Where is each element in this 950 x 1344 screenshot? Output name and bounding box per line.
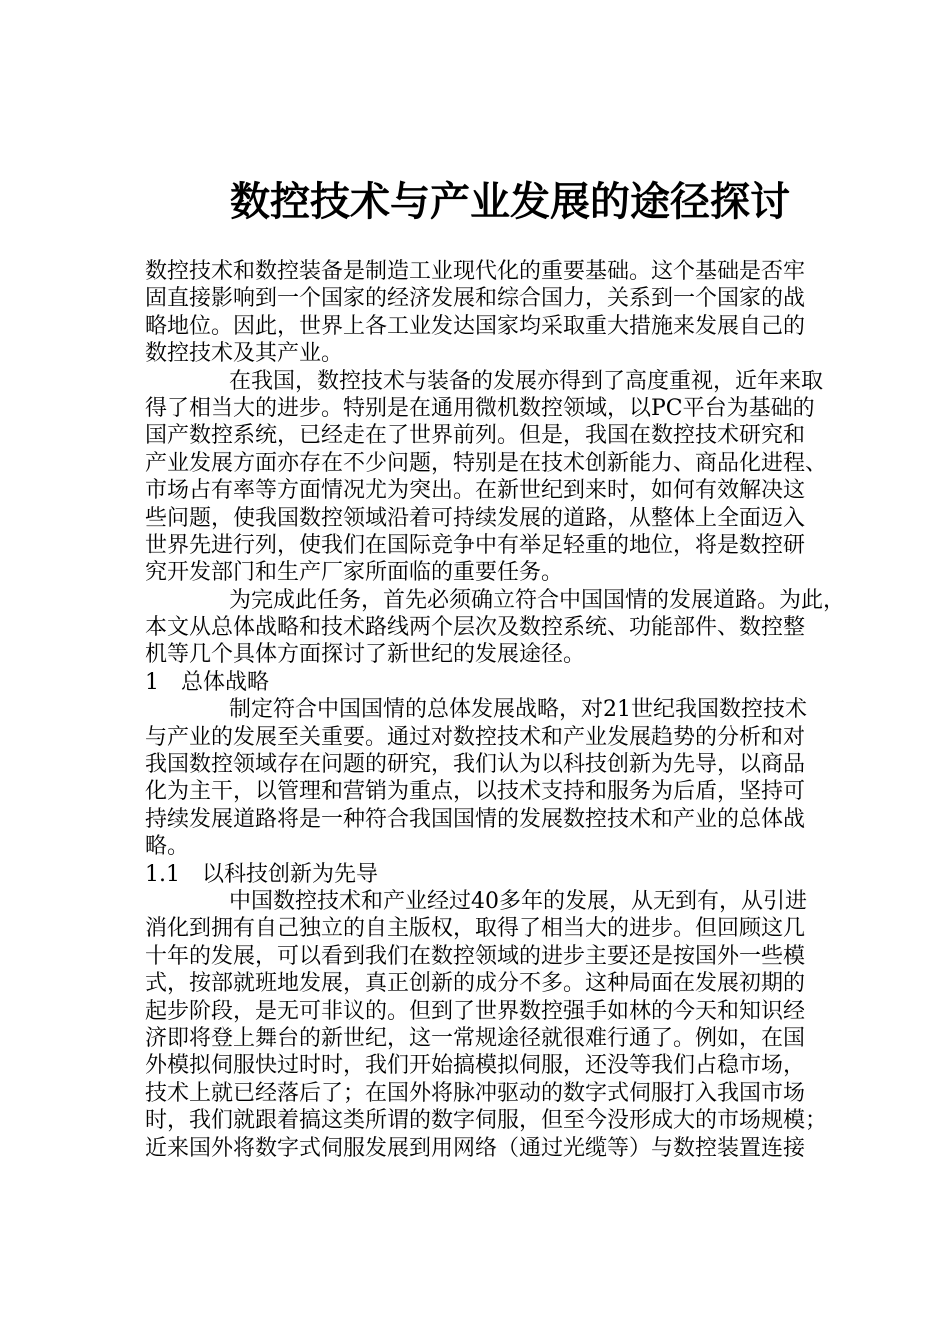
body-line: 数控技术和数控装备是制造工业现代化的重要基础。这个基础是否牢 xyxy=(145,259,806,284)
body-line: 与产业的发展至关重要。通过对数控技术和产业发展趋势的分析和对 xyxy=(145,724,806,750)
body-line: 中国数控技术和产业经过40多年的发展，从无到有，从引进 xyxy=(229,888,807,914)
body-line: 式，按部就班地发展，真正创新的成分不多。这种局面在发展初期的 xyxy=(145,971,806,997)
body-line: 世界先进行列，使我们在国际竞争中有举足轻重的地位，将是数控研 xyxy=(145,532,806,558)
body-line: 外模拟伺服快过时时，我们开始搞模拟伺服，还没等我们占稳市场， xyxy=(145,1053,806,1079)
body-line: 数控技术及其产业。 xyxy=(145,341,344,367)
body-line: 在我国，数控技术与装备的发展亦得到了高度重视，近年来取 xyxy=(229,368,824,394)
body-line: 1 总体战略 xyxy=(145,669,269,695)
body-line: 化为主干，以管理和营销为重点，以技术支持和服务为后盾，坚持可 xyxy=(145,779,806,805)
body-line: 固直接影响到一个国家的经济发展和综合国力，关系到一个国家的战 xyxy=(145,286,806,312)
body-line: 国产数控系统，已经走在了世界前列。但是，我国在数控技术研究和 xyxy=(145,423,806,449)
body-line: 略。 xyxy=(145,834,190,860)
body-line: 1.1 以科技创新为先导 xyxy=(145,861,378,887)
body-line: 起步阶段，是无可非议的。但到了世界数控强手如林的今天和知识经 xyxy=(145,998,806,1024)
body-line: 本文从总体战略和技术路线两个层次及数控系统、功能部件、数控整 xyxy=(145,615,806,641)
body-line: 机等几个具体方面探讨了新世纪的发展途径。 xyxy=(145,642,586,668)
body-line: 市场占有率等方面情况尤为突出。在新世纪到来时，如何有效解决这 xyxy=(145,478,806,504)
body-line: 究开发部门和生产厂家所面临的重要任务。 xyxy=(145,560,564,586)
body-line: 产业发展方面亦存在不少问题，特别是在技术创新能力、商品化进程、 xyxy=(145,450,828,476)
document-body xyxy=(145,258,870,1162)
body-line: 我国数控领域存在问题的研究，我们认为以科技创新为先导，以商品 xyxy=(145,752,806,778)
body-line: 近来国外将数字式伺服发展到用网络（通过光缆等）与数控装置连接 xyxy=(145,1135,806,1161)
body-line: 为完成此任务，首先必须确立符合中国国情的发展道路。为此， xyxy=(229,587,846,613)
body-line: 略地位。因此，世界上各工业发达国家均采取重大措施来发展自己的 xyxy=(145,313,806,339)
body-line: 得了相当大的进步。特别是在通用微机数控领域，以PC平台为基础的 xyxy=(145,395,815,421)
body-line: 些问题，使我国数控领域沿着可持续发展的道路，从整体上全面迈入 xyxy=(145,505,806,531)
body-line: 消化到拥有自己独立的自主版权，取得了相当大的进步。但回顾这几 xyxy=(145,916,806,942)
document-title: 数控技术与产业发展的途径探讨 xyxy=(230,178,790,225)
body-line: 技术上就已经落后了；在国外将脉冲驱动的数字式伺服打入我国市场 xyxy=(145,1080,806,1106)
body-line: 十年的发展，可以看到我们在数控领域的进步主要还是按国外一些模 xyxy=(145,943,806,969)
body-line: 持续发展道路将是一种符合我国国情的发展数控技术和产业的总体战 xyxy=(145,806,806,832)
body-line: 制定符合中国国情的总体发展战略，对21世纪我国数控技术 xyxy=(229,697,807,723)
body-line: 济即将登上舞台的新世纪，这一常规途径就很难行通了。例如，在国 xyxy=(145,1025,806,1051)
body-line: 时，我们就跟着搞这类所谓的数字伺服，但至今没形成大的市场规模； xyxy=(145,1108,828,1134)
